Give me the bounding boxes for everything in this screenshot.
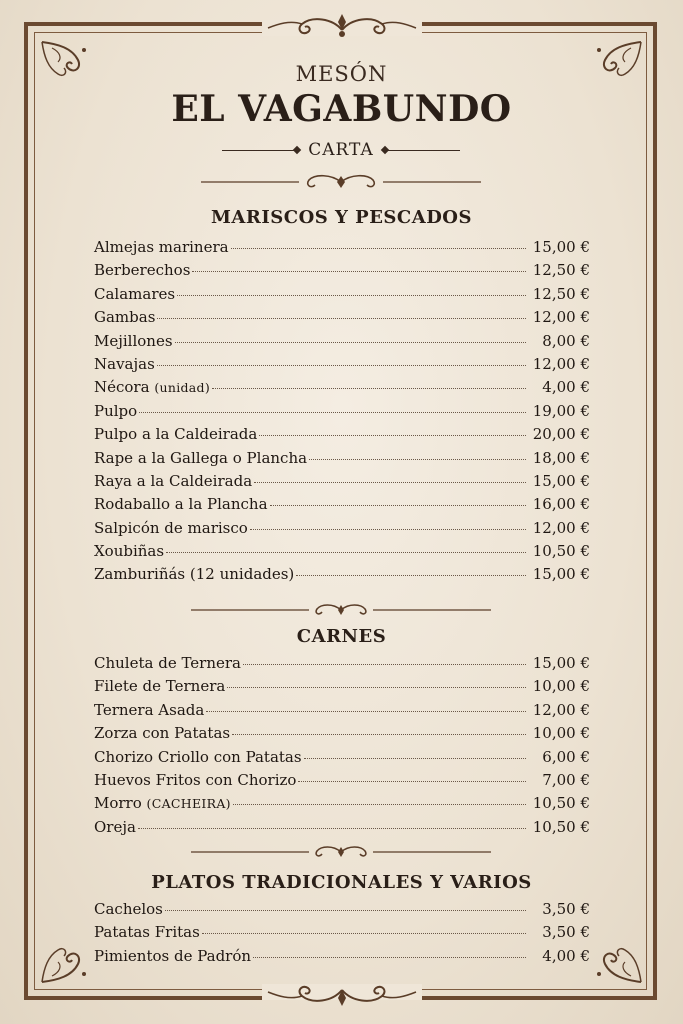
item-name: Patatas Fritas xyxy=(94,923,200,942)
section-title-mariscos: MARISCOS Y PESCADOS xyxy=(211,207,472,228)
leader-dots xyxy=(298,781,526,782)
menu-item xyxy=(94,285,590,308)
leader-dots xyxy=(139,412,526,413)
menu-item xyxy=(94,771,590,794)
leader-dots xyxy=(212,388,526,389)
item-name: Filete de Ternera xyxy=(94,677,226,696)
item-price: 10,00 € xyxy=(532,724,590,743)
menu-item xyxy=(94,565,590,588)
item-price: 16,00 € xyxy=(532,495,590,514)
restaurant-type: MESÓN xyxy=(295,62,388,86)
item-name: Pulpo a la Caldeirada xyxy=(94,425,258,444)
top-flourish-icon xyxy=(262,10,422,44)
item-price: 12,00 € xyxy=(532,518,590,537)
bottom-flourish-icon xyxy=(262,976,422,1010)
menu-item xyxy=(94,238,590,261)
leader-dots xyxy=(270,505,526,506)
item-price: 12,00 € xyxy=(532,700,590,719)
leader-dots xyxy=(175,342,526,343)
item-price: 10,50 € xyxy=(532,794,590,813)
leader-dots xyxy=(232,734,526,735)
leader-dots xyxy=(296,575,526,576)
item-name: Oreja xyxy=(94,817,136,836)
menu-item xyxy=(94,449,590,472)
item-note: (unidad) xyxy=(154,380,211,396)
item-price: 4,00 € xyxy=(542,946,590,965)
item-name: Mejillones xyxy=(94,331,173,350)
item-name: Zamburiñás (12 unidades) xyxy=(94,565,295,584)
menu-item xyxy=(94,495,590,518)
menu-item xyxy=(94,519,590,542)
item-name: Morro (CACHEIRA) xyxy=(94,794,231,813)
leader-dots xyxy=(202,933,526,934)
item-price: 10,50 € xyxy=(532,817,590,836)
item-name: Gambas xyxy=(94,308,156,327)
item-price: 20,00 € xyxy=(532,425,590,444)
leader-dots xyxy=(227,687,526,688)
section-divider-icon xyxy=(181,842,501,862)
item-name: Nécora (unidad) xyxy=(94,378,211,397)
menu-item xyxy=(94,402,590,425)
menu-item xyxy=(94,542,590,565)
leader-dots xyxy=(233,804,526,805)
menu-item xyxy=(94,724,590,747)
menu-item xyxy=(94,677,590,700)
divider-line xyxy=(222,150,298,151)
item-price: 12,00 € xyxy=(532,308,590,327)
divider-line xyxy=(384,150,460,151)
header-divider-icon xyxy=(181,172,501,192)
menu-item xyxy=(94,378,590,401)
section-divider-icon xyxy=(181,600,501,620)
item-name: Salpicón de marisco xyxy=(94,518,248,537)
item-price: 15,00 € xyxy=(532,654,590,672)
leader-dots xyxy=(177,295,526,296)
menu-item xyxy=(94,332,590,355)
leader-dots xyxy=(192,271,526,272)
item-name: Almejas marinera xyxy=(94,238,229,256)
section-list-carnes xyxy=(94,654,590,841)
item-name: Huevos Fritos con Chorizo xyxy=(94,770,297,789)
item-name: Chuleta de Ternera xyxy=(94,654,241,672)
menu-item xyxy=(94,261,590,284)
item-price: 15,00 € xyxy=(532,565,590,584)
leader-dots xyxy=(259,435,526,436)
section-title-platos: PLATOS TRADICIONALES Y VARIOS xyxy=(151,872,532,893)
leader-dots xyxy=(166,552,526,553)
leader-dots xyxy=(206,711,526,712)
item-name: Zorza con Patatas xyxy=(94,724,231,743)
item-name: Xoubiñas xyxy=(94,542,165,561)
leader-dots xyxy=(138,828,526,829)
menu-item xyxy=(94,923,590,946)
item-price: 3,50 € xyxy=(542,923,590,942)
item-name: Pulpo xyxy=(94,401,138,420)
menu-item xyxy=(94,818,590,841)
item-price: 7,00 € xyxy=(542,770,590,789)
corner-flourish-icon xyxy=(585,934,645,986)
section-title-carnes: CARNES xyxy=(296,626,387,647)
item-name: Cachelos xyxy=(94,900,163,918)
item-price: 10,00 € xyxy=(532,677,590,696)
item-price: 12,50 € xyxy=(532,284,590,303)
section-list-platos xyxy=(94,900,590,970)
item-name: Berberechos xyxy=(94,261,191,280)
menu-item xyxy=(94,701,590,724)
item-price: 18,00 € xyxy=(532,448,590,467)
item-price: 3,50 € xyxy=(542,900,590,918)
item-price: 8,00 € xyxy=(542,331,590,350)
item-name: Rodaballo a la Plancha xyxy=(94,495,268,514)
section-list-mariscos xyxy=(94,238,590,589)
menu-label: CARTA xyxy=(308,140,374,160)
item-note: (CACHEIRA) xyxy=(146,796,231,812)
menu-item xyxy=(94,425,590,448)
item-price: 4,00 € xyxy=(542,378,590,397)
item-price: 12,00 € xyxy=(532,354,590,373)
menu-item xyxy=(94,355,590,378)
item-name: Raya a la Caldeirada xyxy=(94,471,253,490)
leader-dots xyxy=(231,248,526,249)
item-name: Chorizo Criollo con Patatas xyxy=(94,747,302,766)
item-name: Ternera Asada xyxy=(94,700,205,719)
item-price: 15,00 € xyxy=(532,238,590,256)
leader-dots xyxy=(250,529,526,530)
carta-heading xyxy=(222,138,460,162)
item-price: 12,50 € xyxy=(532,261,590,280)
restaurant-name: EL VAGABUNDO xyxy=(171,88,512,130)
item-price: 10,50 € xyxy=(532,542,590,561)
item-name: Navajas xyxy=(94,354,155,373)
leader-dots xyxy=(157,365,526,366)
item-price: 19,00 € xyxy=(532,401,590,420)
item-name: Calamares xyxy=(94,284,176,303)
leader-dots xyxy=(254,482,526,483)
item-price: 15,00 € xyxy=(532,471,590,490)
menu-item xyxy=(94,748,590,771)
corner-flourish-icon xyxy=(38,934,98,986)
leader-dots xyxy=(165,910,526,911)
menu-item xyxy=(94,472,590,495)
leader-dots xyxy=(253,957,526,958)
item-name: Rape a la Gallega o Plancha xyxy=(94,448,308,467)
item-name: Pimientos de Padrón xyxy=(94,946,252,965)
menu-item xyxy=(94,308,590,331)
menu-item xyxy=(94,794,590,817)
menu-item xyxy=(94,654,590,677)
leader-dots xyxy=(243,664,526,665)
menu-item xyxy=(94,900,590,923)
leader-dots xyxy=(157,318,526,319)
menu-item xyxy=(94,947,590,970)
leader-dots xyxy=(309,459,526,460)
item-price: 6,00 € xyxy=(542,747,590,766)
leader-dots xyxy=(304,758,526,759)
